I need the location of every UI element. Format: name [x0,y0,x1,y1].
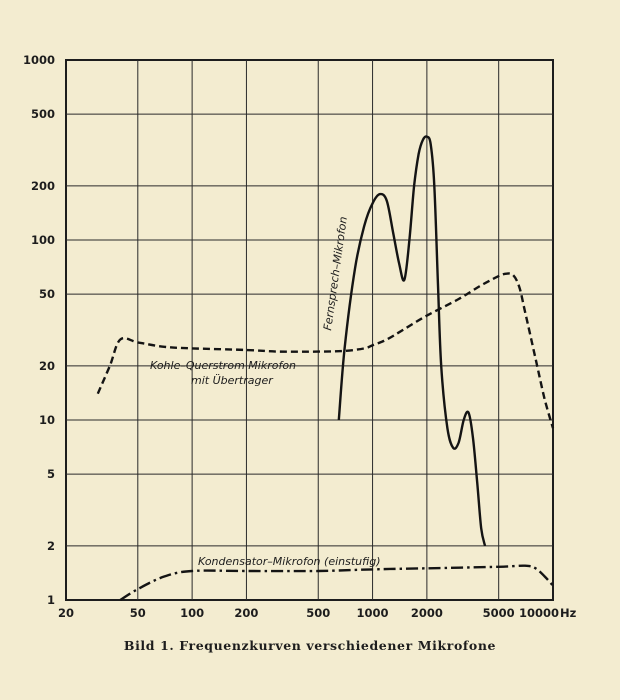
x-tick-label: 100 [180,606,205,620]
x-tick-label: 200 [234,606,259,620]
x-tick-label: 50 [129,606,146,620]
x-tick-label: 10000 [518,606,560,620]
kondensator-curve [120,566,553,600]
x-tick-label: 2000 [410,606,443,620]
fernsprech-curve [339,136,485,545]
annotation-kondensator: Kondensator–Mikrofon (einstufig) [198,555,381,568]
annotation-kohle: Kohle–Querstrom Mikrofon [150,359,297,372]
y-tick-label: 2 [46,538,55,553]
x-tick-label: 5000 [482,606,515,620]
y-tick-label: 5 [46,467,55,482]
y-tick-label: 1000 [22,53,55,67]
y-tick-label: 50 [38,287,55,302]
figure-caption: Bild 1. Frequenzkurven verschiedener Mikrofone [123,638,497,653]
y-tick-label: 10 [38,413,55,427]
y-tick-label: 200 [30,178,55,193]
y-tick-label: 20 [38,358,55,373]
x-tick-label: 1000 [356,606,389,620]
y-tick-label: 100 [30,233,55,247]
x-tick-label: 500 [306,606,331,620]
x-tick-label: 20 [57,606,75,620]
annotation-uebertrager: mit Übertrager [191,374,273,387]
y-tick-labels [23,53,55,607]
y-tick-label: 500 [30,107,55,122]
x-tick-labels [58,606,559,620]
y-tick-label: 1 [46,593,55,607]
x-unit-label: Hz [560,606,577,620]
annotation-fernsprech: Fernsprech–Mikrofon [321,215,350,332]
